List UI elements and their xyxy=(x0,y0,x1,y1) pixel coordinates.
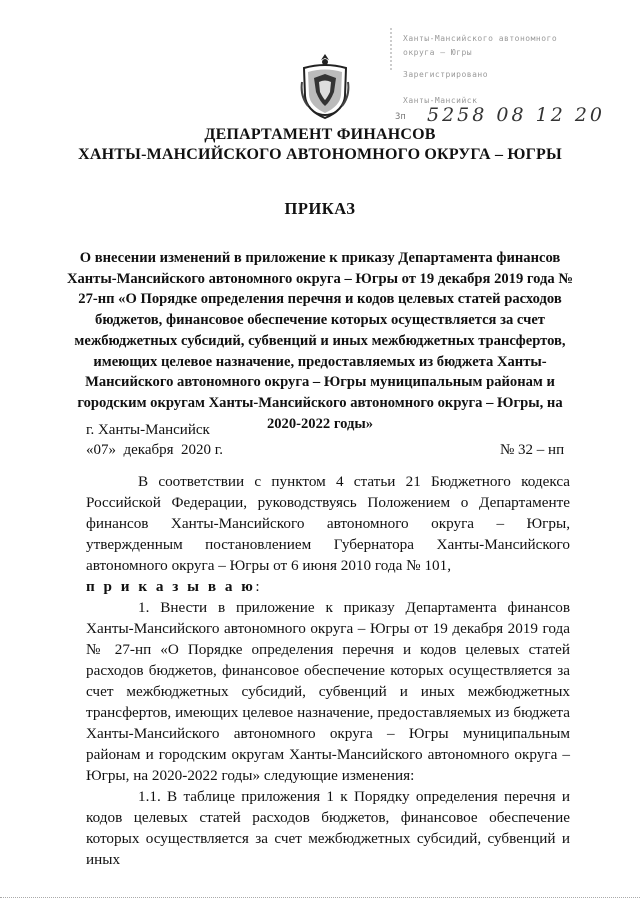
order-colon: : xyxy=(255,578,260,595)
registration-stamp xyxy=(385,8,630,138)
stamp-line: округа – Югры xyxy=(403,48,473,57)
coat-of-arms-icon xyxy=(300,52,350,120)
paragraph-text: В соответствии с пунктом 4 статьи 21 Бюджетного кодекса Российской Федерации, руководствуясь Положением о Департаменте финансов Ханты-Мансийского автономного округа – Югры, утвержденным постановлением Губернатора Ханты-Мансийского автономного округа – Югры от 6 июня 2010 года № 101, xyxy=(86,473,570,574)
document-type: ПРИКАЗ xyxy=(284,199,356,218)
page-bottom-edge xyxy=(0,897,640,899)
body-paragraph xyxy=(86,597,570,786)
paragraph-text: 1.1. В таблице приложения 1 к Порядку определения перечня и кодов целевых статей расходов бюджетов, финансовое обеспечение которых осуществляется за счет межбюджетных субсидий, субвенций и иных xyxy=(86,788,570,868)
paragraph-text: 1. Внести в приложение к приказу Департамента финансов Ханты-Мансийского автономного округа – Югры от 19 декабря 2019 года № 27-нп «О Порядке определения перечня и кодов целевых статей расходов бюджетов, финансовое обеспечение которых осуществляется за счет межбюджетных субсидий, субвенций и иных межбюджетных трансфертов, имеющих целевое назначение, предоставляемых из бюджета Ханты-Мансийского автономного округа – Югры муниципальным районам и городским округам Ханты-Мансийского автономного округа – Югры, на 2020-2022 годы» следующие изменения: xyxy=(86,599,570,784)
body-paragraph xyxy=(86,786,570,870)
department-name: ДЕПАРТАМЕНТ ФИНАНСОВ xyxy=(204,126,436,143)
body-paragraph xyxy=(86,471,570,576)
stamp-line: Ханты-Мансийского автономного xyxy=(403,34,558,43)
document-body xyxy=(86,471,570,870)
issue-date: «07» декабря 2020 г. xyxy=(86,442,223,458)
document-subject: О внесении изменений в приложение к приказу Департамента финансов Ханты-Мансийского автономного округа – Югры от 19 декабря 2019 года № 27-нп «О Порядке определения перечня и кодов целевых статей расходов бюджетов, финансовое обеспечение которых осуществляется за счет межбюджетных субсидий, субвенций и иных межбюджетных трансфертов, имеющих целевое назначение, предоставляемых из бюджета Ханты-Мансийского автономного округа – Югры муниципальным районам и городским округам Ханты-Мансийского автономного округа – Югры, на 2020-2022 годы» xyxy=(66,250,574,432)
stamp-reg-prefix: Зп xyxy=(395,112,406,122)
order-line xyxy=(86,576,570,597)
stamp-line: Ханты-Мансийск xyxy=(403,96,478,105)
document-number: № 32 – нп xyxy=(500,442,565,458)
stamp-line: Зарегистрировано xyxy=(403,70,489,79)
stamp-reg-number: 5258 08 12 20 xyxy=(427,104,606,126)
order-word: п р и к а з ы в а ю xyxy=(86,578,256,595)
region-name: ХАНТЫ-МАНСИЙСКОГО АВТОНОМНОГО ОКРУГА – ЮГРЫ xyxy=(78,146,562,163)
issue-place: г. Ханты-Мансийск xyxy=(86,422,210,438)
